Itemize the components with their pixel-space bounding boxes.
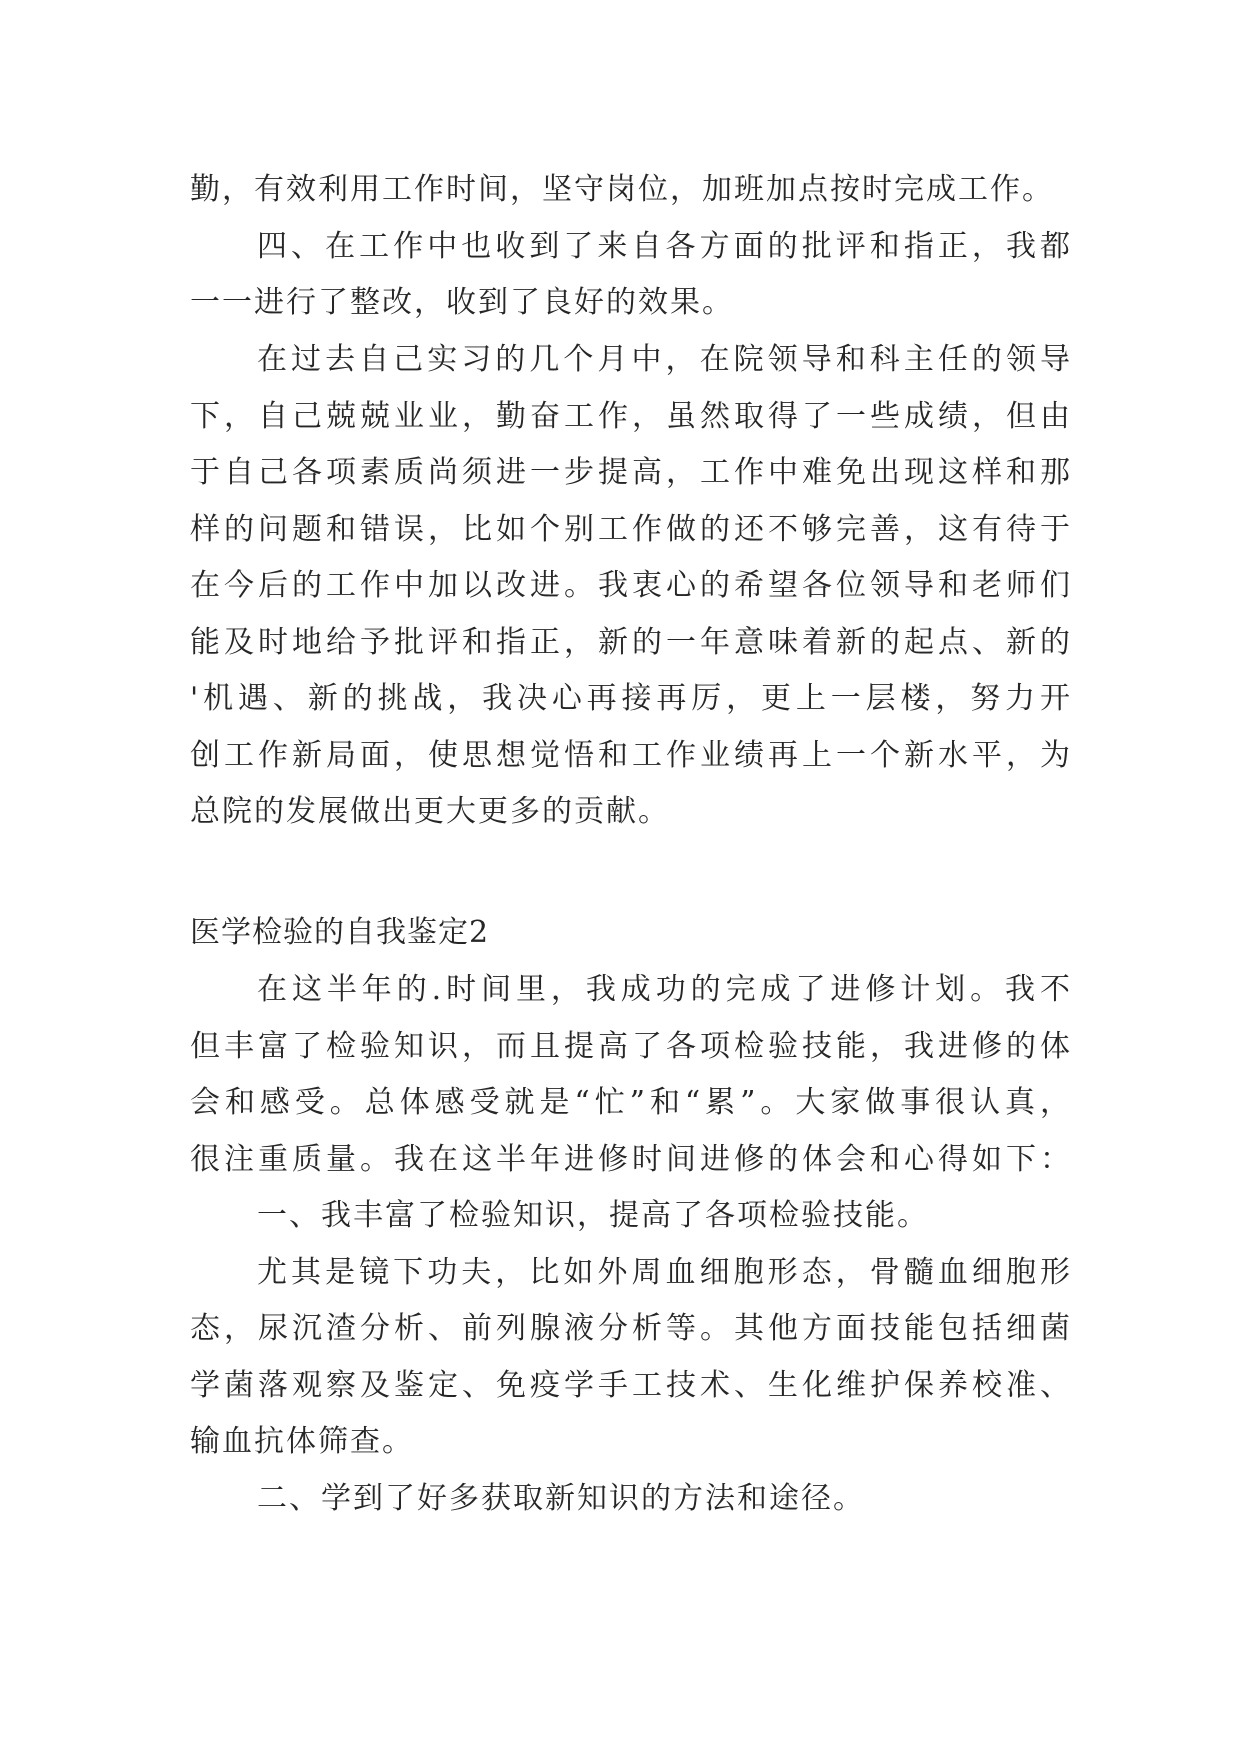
text-line: 于自己各项素质尚须进一步提高，工作中难免出现这样和那 <box>190 455 1070 490</box>
text-line: 勤，有效利用工作时间，坚守岗位，加班加点按时完成工作。 <box>190 172 1054 207</box>
text-line: 学菌落观察及鉴定、免疫学手工技术、生化维护保养校准、 <box>190 1368 1070 1403</box>
text-line: 会和感受。总体感受就是“忙”和“累”。大家做事很认真， <box>190 1085 1070 1120</box>
text-line: 态，尿沉渣分析、前列腺液分析等。其他方面技能包括细菌 <box>190 1311 1070 1346</box>
text-line: '机遇、新的挑战，我决心再接再厉，更上一层楼，努力开 <box>190 681 1070 716</box>
text-line: 尤其是镜下功夫，比如外周血细胞形态，骨髓血细胞形 <box>257 1255 1070 1290</box>
text-line: 在今后的工作中加以改进。我衷心的希望各位领导和老师们 <box>190 568 1070 603</box>
text-line: 输血抗体筛查。 <box>190 1424 414 1459</box>
text-line: 二、学到了好多获取新知识的方法和途径。 <box>257 1481 865 1516</box>
text-line: 在过去自己实习的几个月中，在院领导和科主任的领导 <box>257 342 1070 377</box>
text-line: 下，自己兢兢业业，勤奋工作，虽然取得了一些成绩，但由 <box>190 399 1070 434</box>
text-line: 在这半年的.时间里，我成功的完成了进修计划。我不 <box>257 972 1070 1007</box>
text-line: 一、我丰富了检验知识，提高了各项检验技能。 <box>257 1198 929 1233</box>
text-line: 但丰富了检验知识，而且提高了各项检验技能，我进修的体 <box>190 1029 1070 1064</box>
text-line: 能及时地给予批评和指正，新的一年意味着新的起点、新的 <box>190 625 1070 660</box>
text-line: 一一进行了整改，收到了良好的效果。 <box>190 285 734 320</box>
section-heading: 医学检验的自我鉴定2 <box>190 915 490 950</box>
text-line: 很注重质量。我在这半年进修时间进修的体会和心得如下： <box>190 1142 1070 1177</box>
text-line: 总院的发展做出更大更多的贡献。 <box>190 794 670 829</box>
text-line: 创工作新局面，使思想觉悟和工作业绩再上一个新水平，为 <box>190 738 1070 773</box>
text-line: 样的问题和错误，比如个别工作做的还不够完善，这有待于 <box>190 512 1070 547</box>
text-line: 四、在工作中也收到了来自各方面的批评和指正，我都 <box>257 229 1070 264</box>
